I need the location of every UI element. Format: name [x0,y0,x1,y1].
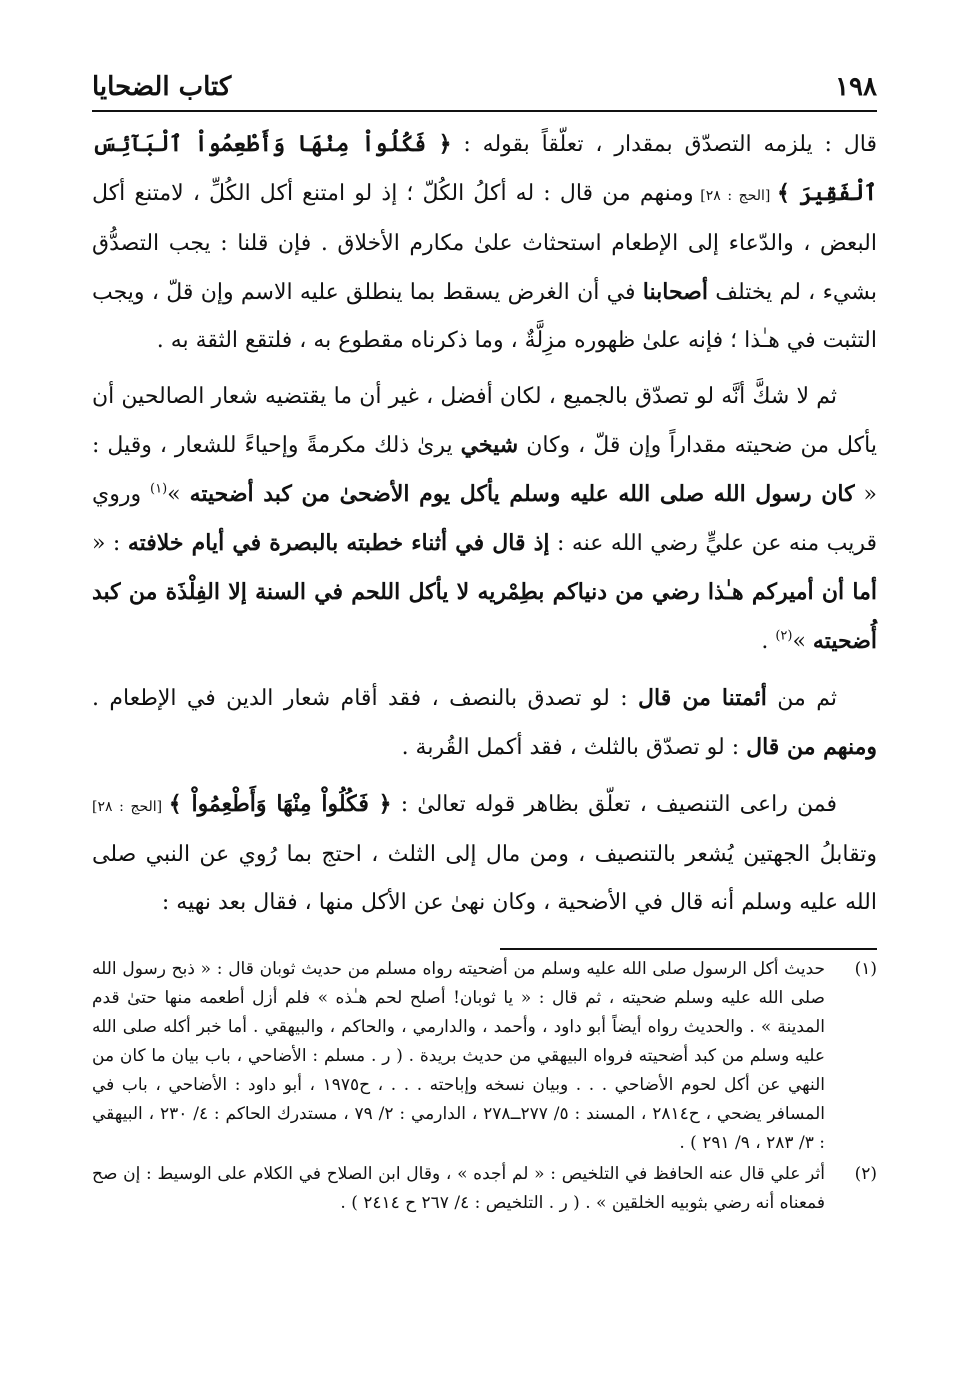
bold-phrase: إذ قال في أثناء خطبته بالبصرة في أيام خلافته [127,530,550,556]
text-run: ثم من [766,686,837,711]
text-run: . [761,629,776,654]
running-header [92,70,877,112]
footnote-1 [92,955,877,1158]
text-run: » [167,482,190,507]
athar-quote: أما أن أميركم هـٰذا رضي من دنياكم بطِمْريه لا يأكل اللحم في السنة إلا الفِلْذَة من كبد أُضحيته [92,579,877,654]
paragraph-4 [92,780,877,927]
text-run: في أن الغرض يسقط بما ينطلق عليه الاسم وإن قلّ ، ويجب التثبت في هـٰذا ؛ فإنه علىٰ ظهوره مزِلَّةٌ ، وما ذكرناه مقطوع به ، فلتقع الثقة به . [92,280,877,353]
text-run: يرىٰ ذلك مكرمةً وإحياءً للشعار ، وقيل : « [92,433,878,507]
text-run: ومنهم من قال : له أكلُ الكُلّ ؛ إذ لو امتنع أكل الكُلِّ ، لامتنع أكل البعض ، والدّعاء إلى الإطعام استحثاث علىٰ مكارم الأخلاق . فإن قلنا : يجب التصدُّق بشيء ، لم يختلف [92,181,877,305]
footnote-number: (١) [854,959,877,979]
footnote-separator [500,948,877,950]
paragraph-1 [92,120,877,365]
paragraph-3 [92,674,877,772]
footnote-marker-1[interactable]: (١) [150,481,168,497]
book-title: كتاب الضحايا [92,72,241,102]
hadith-quote: كان رسول الله صلى الله عليه وسلم يأكل يوم الأضحىٰ من كبد أضحيته [189,481,855,507]
footnote-marker-2[interactable]: (٢) [775,628,793,644]
text-run: : لو تصدّق بالثلث ، فقد أكمل القُربة . [401,735,747,760]
page-number: ١٩٨ [825,72,877,102]
text-run: ثم لا شكَّ أنَّه لو تصدّق بالجميع ، لكان أفضل ، غير أن ما يقتضيه شعار الصالحين أن يأكل من ضحيته مقداراً وإن قلّ ، وكان [92,384,877,458]
bold-term: أئمتنا من قال [638,685,767,711]
text-run: وتقابلُ الجهتين يُشعر بالتنصيف ، ومن مال إلى الثلث ، احتج بما رُوي عن النبي صلى الله عليه وسلم أنه قال في الأضحية ، وكان نهىٰ عن الأكل منها ، فقال بعد نهيه : [92,842,877,915]
bold-term: أصحابنا [642,279,708,305]
text-run: : « [92,531,128,556]
text-run: وروي قريب منه عن عليٍّ رضي الله عنه : [92,482,877,556]
bold-term: ومنهم من قال [746,734,877,760]
text-run: فمن راعى التنصيف ، تعلّق بظاهر قوله تعالىٰ : [391,792,838,817]
footnote-text: أثر علي قال عنه الحافظ في التلخيص : « لم أجده » ، وقال ابن الصلاح في الكلام على الوسيط : إن صح فمعناه أنه رضي بثوبيه الخلقين » . ( ر . التلخيص : ٤/ ٢٦٧ ح ٢٤١٤ ) . [92,1164,825,1213]
footnote-number: (٢) [854,1164,877,1184]
verse-reference: [الحج : ٢٨] [92,799,169,815]
main-text [92,120,877,927]
quran-verse: ﴿ فَكُلُواْ مِنْهَا وَأَطْعِمُواْ ﴾ [168,791,392,817]
text-run: : لو تصدق بالنصف ، فقد أقام شعار الدين في الإطعام . [92,686,639,711]
footnote-text: حديث أكل الرسول صلى الله عليه وسلم من أضحيته رواه مسلم من حديث ثوبان قال : « ذبح رسول الله صلى الله عليه وسلم ضحيته ، ثم قال : « يا ثوبان! أصلح لحم هـٰذه » فلم أزل أطعمه منها حتىٰ قدم المدينة » . والحديث رواه أيضاً أبو داود ، وأحمد ، والدارمي ، والحاكم ، والبيهقي . أما خبر أكله صلى الله عليه وسلم من كبد أضحيته فرواه البيهقي من حديث بريدة . ( ر . مسلم : الأضاحي ، باب بيان ما كان من النهي عن أكل لحوم الأضاحي . . . وبيان نسخه وإباحته . . . ، ح١٩٧٥ ، أبو داود : الأضاحي ، باب في المسافر يضحي ، ح٢٨١٤ ، المسند : ٥/ ٢٧٧ــ٢٧٨ ، الدارمي : ٢/ ٧٩ ، مستدرك الحاكم : ٤/ ٢٣٠ ، البيهقي : ٣/ ٢٨٣ ، ٩/ ٢٩١ ) . [92,959,825,1153]
footnote-2 [92,1160,877,1218]
bold-term: شيخي [460,432,519,458]
quran-verse: ﴿ فَكُلُواْ مِنْهَا وَأَطْعِمُواْ ٱلْبَآئِسَ ٱلْفَقِيرَ ﴾ [92,131,877,206]
verse-reference: [الحج : ٢٨] [693,188,777,204]
text-run: » [792,629,813,654]
paragraph-2 [92,373,877,666]
footnotes [92,955,877,1220]
text-run: قال : يلزمه التصدّق بمقدار ، تعلّقاً بقوله : [451,132,878,157]
